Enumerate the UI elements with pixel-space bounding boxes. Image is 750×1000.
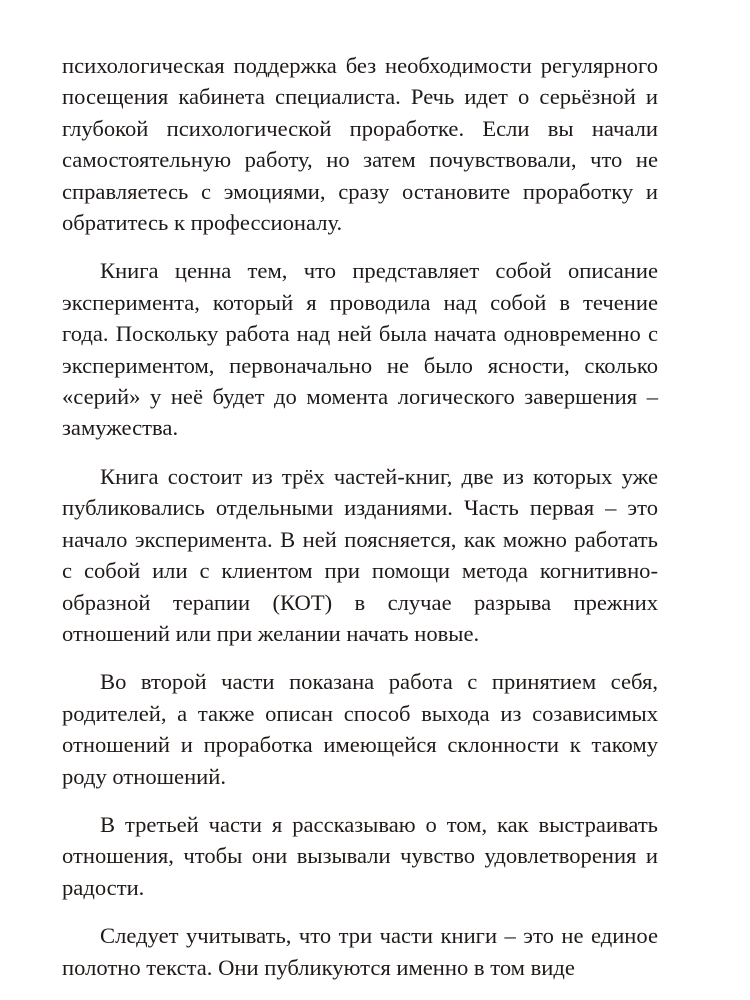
- paragraph-experiment-description: Книга ценна тем, что представляет собой описание эксперимента, который я проводила над собой в течение года. Поскольку работа над ней была начата одновременно с экспериментом, первоначально не было ясности, сколько «серий» у неё будет до момента логического завершения – замужества.: [62, 258, 658, 441]
- book-page: [62, 50, 658, 983]
- paragraph-continued: психологическая поддержка без необходимости регулярного посещения кабинета специалиста. Речь идет о серьёзной и глубокой психологической проработке. Если вы начали самостоятельную работу, но затем почувствовали, что не справляетесь с эмоциями, сразу остановите проработку и обратитесь к профессионалу.: [62, 53, 658, 236]
- paragraph-book-structure: Книга состоит из трёх частей-книг, две из которых уже публиковались отдельными изданиями. Часть первая – это начало эксперимента. В ней поясняется, как можно работать с собой или с клиентом при помощи метода когнитивно-образной терапии (КОТ) в случае разрыва прежних отношений или при желании начать новые.: [62, 463, 658, 646]
- paragraph-note: Следует учитывать, что три части книги – это не единое полотно текста. Они публикуются именно в том виде: [62, 923, 658, 980]
- paragraph-third-part: В третьей части я рассказываю о том, как выстраивать отношения, чтобы они вызывали чувство удовлетворения и радости.: [62, 811, 658, 900]
- paragraph-second-part: Во второй части показана работа с принятием себя, родителей, а также описан способ выхода из созависимых отношений и проработка имеющейся склонности к такому роду отношений.: [62, 669, 658, 789]
